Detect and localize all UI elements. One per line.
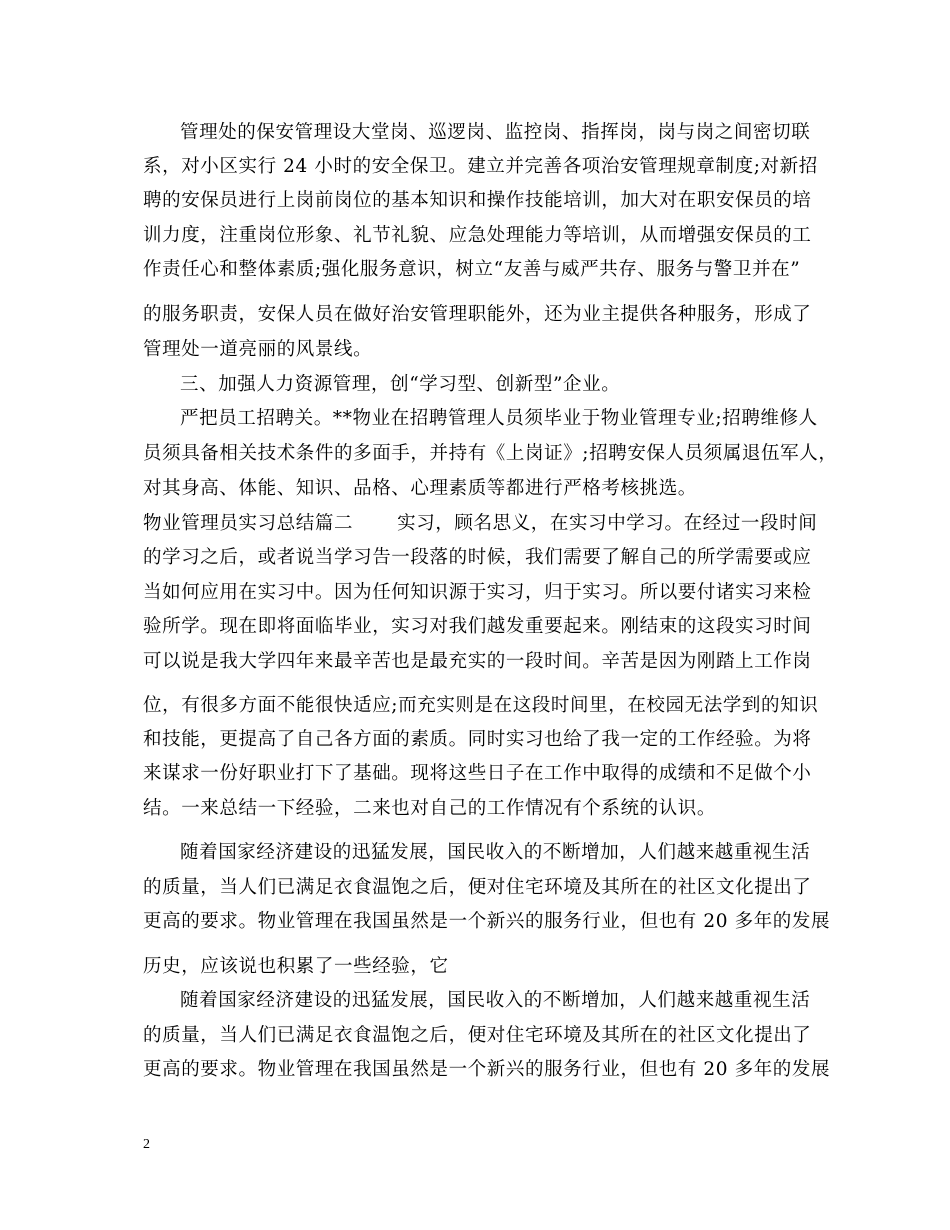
page-number: 2 <box>143 1137 150 1152</box>
paragraph-4-line-2: 的学习之后，或者说当学习告一段落的时候，我们需要了解自己的所学需要或应 <box>143 547 812 568</box>
paragraph-4-line-9: 结。一来总结一下经验，二来也对自己的工作情况有个系统的认识。 <box>143 798 717 819</box>
paragraph-6-line-3: 更高的要求。物业管理在我国虽然是一个新兴的服务行业，但也有 20 多年的发展 <box>143 1059 831 1080</box>
paragraph-1-line-2: 系，对小区实行 24 小时的安全保卫。建立并完善各项治安管理规章制度;对新招 <box>143 156 818 177</box>
paragraph-3-line-1: 严把员工招聘关。**物业在招聘管理人员须毕业于物业管理专业;招聘维修人 <box>180 408 818 429</box>
paragraph-1-line-7: 管理处一道亮丽的风景线。 <box>143 339 373 360</box>
paragraph-1-line-4: 训力度，注重岗位形象、礼节礼貌、应急处理能力等培训，从而增强安保员的工 <box>143 225 812 246</box>
paragraph-1-line-3: 聘的安保员进行上岗前岗位的基本知识和操作技能培训，加大对在职安保员的培 <box>143 190 812 211</box>
paragraph-5-line-3: 更高的要求。物业管理在我国虽然是一个新兴的服务行业，但也有 20 多年的发展 <box>143 911 831 932</box>
paragraph-6-line-1: 随着国家经济建设的迅猛发展，国民收入的不断增加，人们越来越重视生活 <box>180 990 811 1011</box>
paragraph-4-first-line: 实习，顾名思义，在实习中学习。在经过一段时间 <box>397 513 818 534</box>
paragraph-5-line-2: 的质量，当人们已满足衣食温饱之后，便对住宅环境及其所在的社区文化提出了 <box>143 877 812 898</box>
paragraph-4-line-1 <box>143 512 817 536</box>
paragraph-4-line-7: 和技能，更提高了自己各方面的素质。同时实习也给了我一定的工作经验。为将 <box>143 729 812 750</box>
paragraph-1-line-1: 管理处的保安管理设大堂岗、巡逻岗、监控岗、指挥岗，岗与岗之间密切联 <box>180 122 811 143</box>
paragraph-4-line-6: 位，有很多方面不能很快适应;而充实则是在这段时间里，在校园无法学到的知识 <box>143 695 819 716</box>
paragraph-4-line-5: 可以说是我大学四年来最辛苦也是最充实的一段时间。辛苦是因为刚踏上工作岗 <box>143 651 812 672</box>
paragraph-5-line-4: 历史，应该说也积累了一些经验，它 <box>143 956 449 977</box>
paragraph-3-line-3: 对其身高、体能、知识、品格、心理素质等都进行严格考核挑选。 <box>143 478 697 499</box>
paragraph-4-line-4: 验所学。现在即将面临毕业，实习对我们越发重要起来。刚结束的这段实习时间 <box>143 616 812 637</box>
paragraph-1-line-6: 的服务职责，安保人员在做好治安管理职能外，还为业主提供各种服务，形成了 <box>143 304 812 325</box>
article-heading: 物业管理员实习总结篇二 <box>143 513 354 534</box>
paragraph-4-line-8: 来谋求一份好职业打下了基础。现将这些日子在工作中取得的成绩和不足做个小 <box>143 763 812 784</box>
paragraph-5-line-1: 随着国家经济建设的迅猛发展，国民收入的不断增加，人们越来越重视生活 <box>180 842 811 863</box>
section-heading-3: 三、加强人力资源管理，创“学习型、创新型”企业。 <box>180 374 621 395</box>
paragraph-3-line-2: 员须具备相关技术条件的多面手，并持有《上岗证》;招聘安保人员须属退伍军人， <box>143 443 838 464</box>
paragraph-4-line-3: 当如何应用在实习中。因为任何知识源于实习，归于实习。所以要付诸实习来检 <box>143 582 812 603</box>
paragraph-1-line-5: 作责任心和整体素质;强化服务意识，树立“友善与威严共存、服务与警卫并在” <box>143 259 801 280</box>
paragraph-6-line-2: 的质量，当人们已满足衣食温饱之后，便对住宅环境及其所在的社区文化提出了 <box>143 1025 812 1046</box>
